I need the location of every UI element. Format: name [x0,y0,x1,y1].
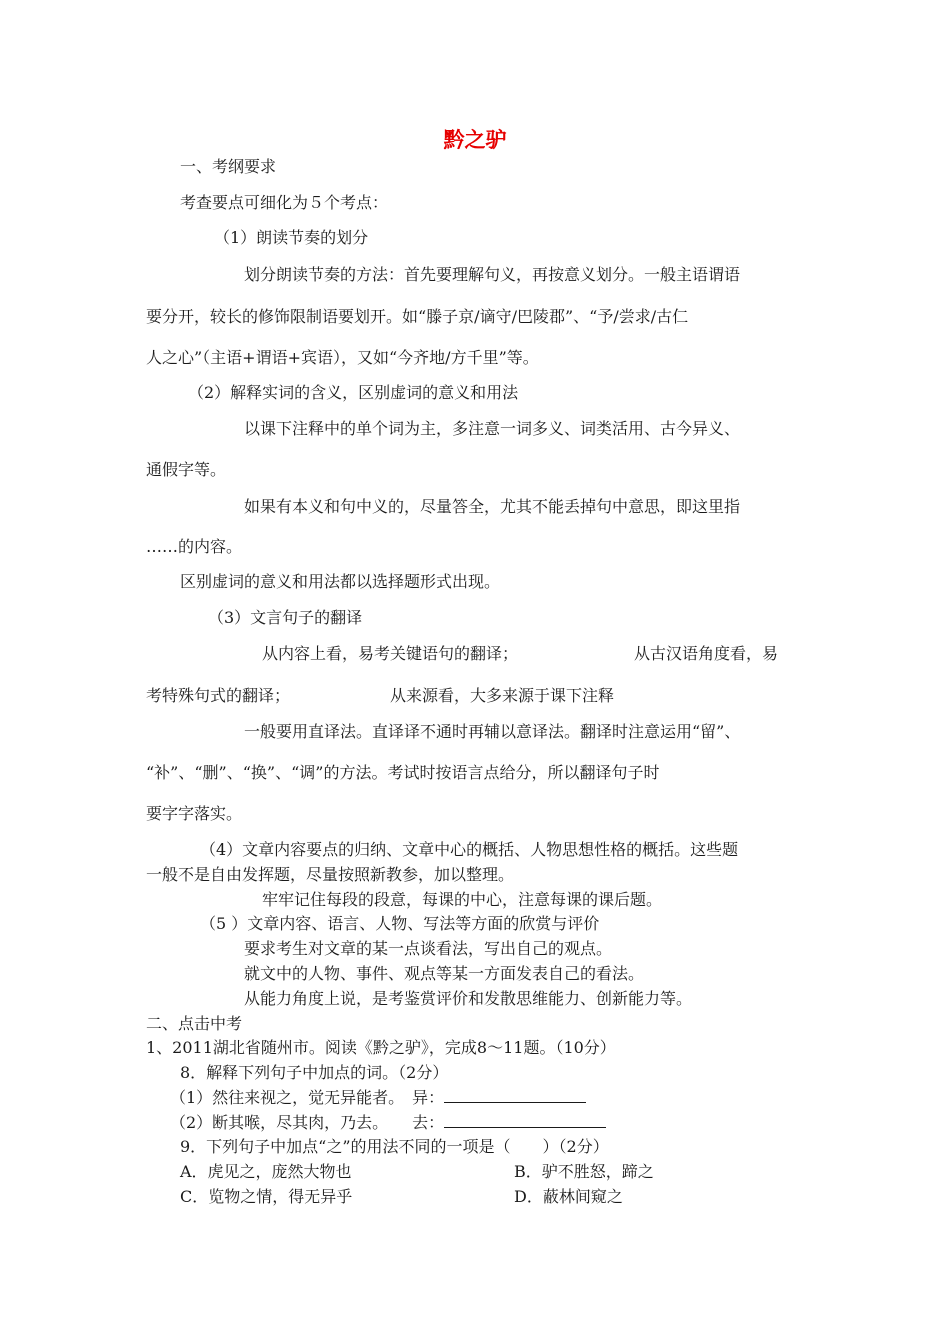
question-item [170,1085,586,1108]
option-d: D．蔽林间窥之 [514,1187,623,1206]
option-a: A．虎见之，庞然大物也 [180,1162,352,1181]
paragraph-line: 要字字落实。 [146,804,243,823]
paragraph-line: 以课下注释中的单个词为主，多注意一词多义、词类活用、古今异义、 [244,419,741,438]
question-text: （2）断其喉，尽其肉，乃去。 去： [170,1113,445,1132]
paragraph-line: 要求考生对文章的某一点谈看法，写出自己的观点。 [244,939,613,958]
answer-blank[interactable] [444,1086,586,1103]
point-heading: （5 ）文章内容、语言、人物、写法等方面的欣赏与评价 [200,914,600,933]
paragraph-line: （4）文章内容要点的归纳、文章中心的概括、人物思想性格的概括。这些题 [200,840,739,859]
paragraph-line: 从古汉语角度看，易 [634,644,779,663]
intro-text: 考查要点可细化为５个考点： [180,193,389,212]
paragraph-line: 要分开，较长的修饰限制语要划开。如“滕子京/谪守/巴陵郡”、“予/尝求/古仁 [146,307,689,326]
paragraph-line: 从能力角度上说，是考鉴赏评价和发散思维能力、创新能力等。 [244,989,693,1008]
option-c: C．览物之情，得无异乎 [180,1187,353,1206]
paragraph-line: “补”、“删”、“换”、“调”的方法。考试时按语言点给分，所以翻译句子时 [146,763,660,782]
question-intro: 1、2011湖北省随州市。阅读《黔之驴》，完成8～11题。（10分） [146,1038,616,1057]
paragraph-line: 牢牢记住每段的段意，每课的中心，注意每课的课后题。 [262,890,663,909]
paragraph-line: ……的内容。 [146,537,243,556]
point-heading: （3）文言句子的翻译 [208,608,363,627]
paragraph-line: 划分朗读节奏的方法：首先要理解句义，再按意义划分。一般主语谓语 [244,265,741,284]
point-heading: （2）解释实词的含义，区别虚词的意义和用法 [188,383,519,402]
paragraph-line: 一般要用直译法。直译译不通时再辅以意译法。翻译时注意运用“留”、 [244,722,741,741]
paragraph-line: 就文中的人物、事件、观点等某一方面发表自己的看法。 [244,964,645,983]
page-title: 黔之驴 [443,128,507,152]
paragraph-line: 从来源看，大多来源于课下注释 [390,686,615,705]
question-stem: 8．解释下列句子中加点的词。（2分） [180,1063,449,1082]
option-b: B．驴不胜怒，蹄之 [514,1162,654,1181]
section-heading: 一、考纲要求 [180,157,277,176]
paragraph-line: 人之心”（主语+谓语+宾语），又如“今齐地/方千里”等。 [146,348,539,367]
paragraph-line: 从内容上看，易考关键语句的翻译； [262,644,519,663]
question-text: （1）然往来视之，觉无异能者。 异： [170,1088,445,1107]
point-heading: （1）朗读节奏的划分 [214,228,369,247]
section-heading: 二、点击中考 [146,1014,243,1033]
paragraph-line: 如果有本义和句中义的，尽量答全，尤其不能丢掉句中意思，即这里指 [244,497,741,516]
question-stem: 9．下列句子中加点“之”的用法不同的一项是（ ）（2分） [180,1137,609,1156]
question-item [170,1110,606,1133]
paragraph-line: 通假字等。 [146,460,227,479]
paragraph-line: 一般不是自由发挥题，尽量按照新教参，加以整理。 [146,865,515,884]
paragraph-line: 区别虚词的意义和用法都以选择题形式出现。 [180,572,501,591]
answer-blank[interactable] [444,1111,606,1128]
paragraph-line: 考特殊句式的翻译； [146,686,291,705]
